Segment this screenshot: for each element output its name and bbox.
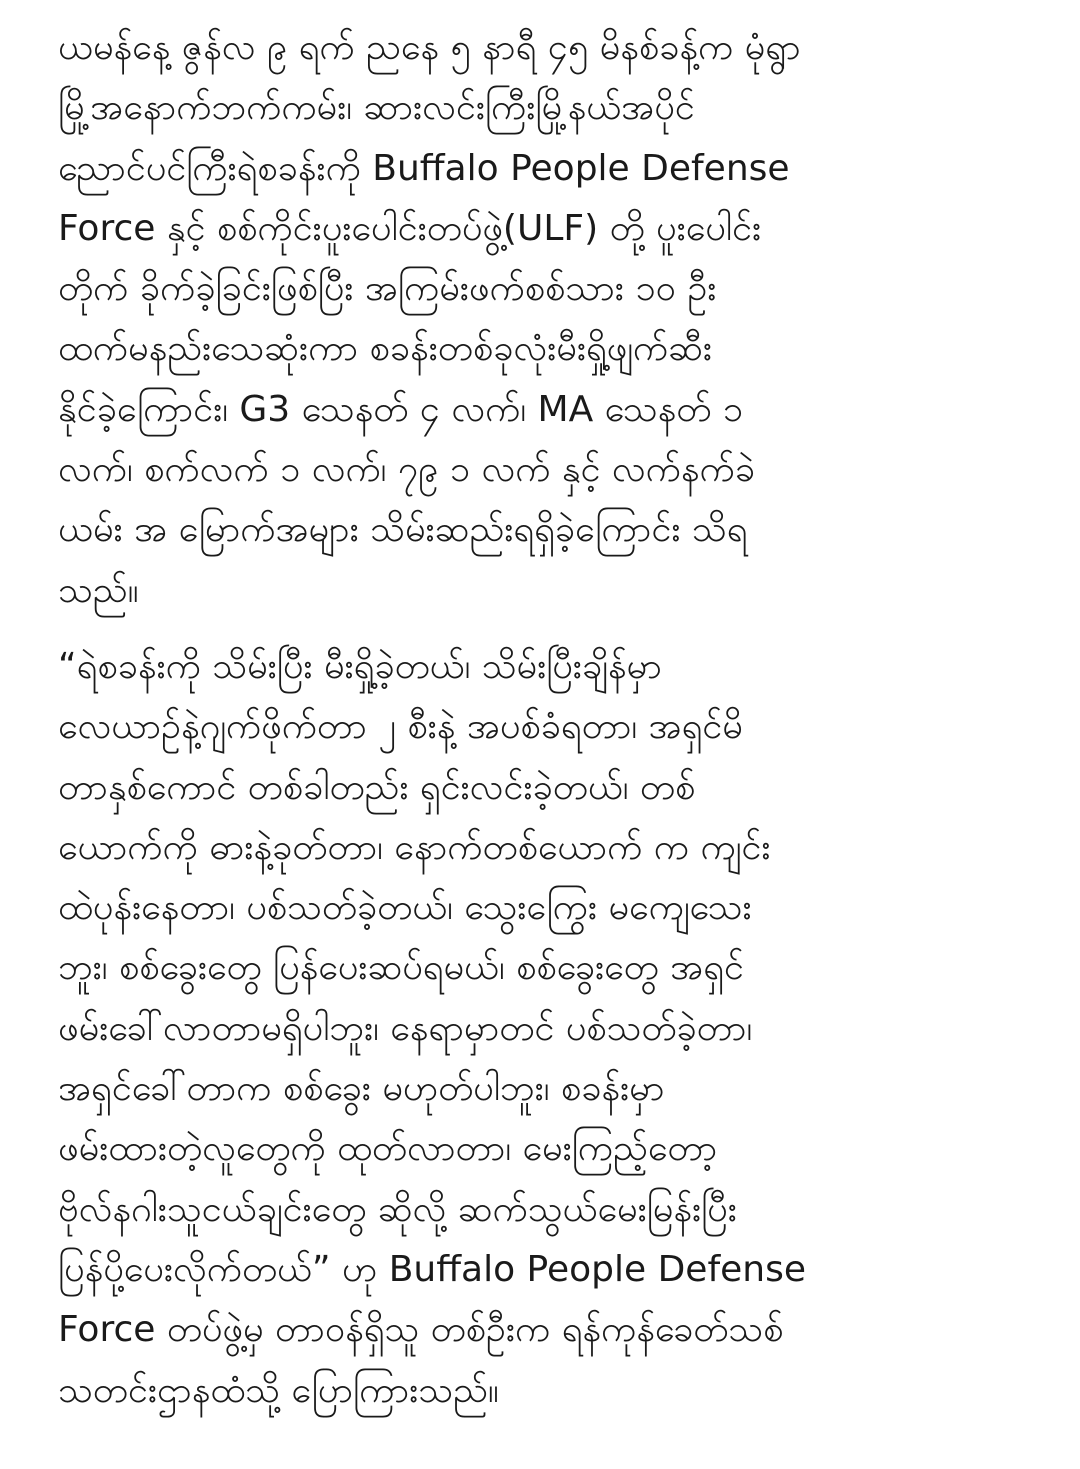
text-line: ဖမ်းထားတဲ့လူတွေကို ထုတ်လာတာ၊ မေးကြည့်တော့ — [58, 1128, 718, 1170]
text-line: ယမန်နေ့ ဇွန်လ ၉ ရက် ညနေ ၅ နာရီ ၄၅ မိနစ်ခန့်က မုံရွာ — [58, 27, 801, 68]
text-line: သည်။ — [58, 569, 139, 611]
paragraph-report — [58, 18, 1048, 621]
text-line: ဖမ်းခေါ်လာတာမရှိပါဘူး၊ နေရာမှာတင် ပစ်သတ်ခဲ့တာ၊ — [58, 1007, 753, 1049]
text-line: အရှင်ခေါ်တာက စစ်ခွေး မဟုတ်ပါဘူး၊ စခန်းမှာ — [58, 1068, 665, 1110]
text-line: ဗိုလ်နဂါးသူငယ်ချင်းတွေ ဆိုလို့ ဆက်သွယ်မေးမြန်းပြီး — [58, 1188, 737, 1230]
text-line: ထက်မနည်းသေဆုံးကာ စခန်းတစ်ခုလုံးမီးရှို့ဖျက်ဆီး — [58, 328, 713, 370]
text-line: လေယာဉ်နဲ့ဂျက်ဖိုက်တာ ၂ စီးနဲ့ အပစ်ခံရတာ၊ အရှင်မိ — [58, 706, 743, 748]
text-line: ပြန်ပို့ပေးလိုက်တယ်” ဟု Buffalo People Defense — [58, 1248, 807, 1290]
text-line: ယမ်း အ မြောက်အများ သိမ်းဆည်းရရှိခဲ့ကြောင်း သိရ — [58, 509, 748, 551]
article-body — [58, 18, 1048, 1421]
text-line: ဘူး၊ စစ်ခွေးတွေ ပြန်ပေးဆပ်ရမယ်၊ စစ်ခွေးတွေ အရှင် — [58, 947, 744, 989]
text-line: ထဲပုန်းနေတာ၊ ပစ်သတ်ခဲ့တယ်၊ သွေးကြွေး မကျေသေး — [58, 887, 752, 929]
text-line: ညောင်ပင်ကြီးရဲစခန်းကို Buffalo People Defense — [58, 147, 790, 189]
text-line: နိုင်ခဲ့ကြောင်း၊ G3 သေနတ် ၄ လက်၊ MA သေနတ် ၁ — [58, 388, 743, 430]
text-line: တာနှစ်ကောင် တစ်ခါတည်း ရှင်းလင်းခဲ့တယ်၊ တစ် — [58, 766, 696, 808]
text-line: သတင်းဌာနထံသို့ ပြောကြားသည်။ — [58, 1369, 499, 1411]
text-line: တိုက် ခိုက်ခဲ့ခြင်းဖြစ်ပြီး အကြမ်းဖက်စစ်သား ၁၀ ဦး — [58, 268, 717, 310]
text-line: Force နှင့် စစ်ကိုင်းပူးပေါင်းတပ်ဖွဲ့(ULF) တို့ ပူးပေါင်း — [58, 207, 762, 249]
text-line: “ရဲစခန်းကို သိမ်းပြီး မီးရှို့ခဲ့တယ်၊ သိမ်းပြီးချိန်မှာ — [58, 645, 662, 687]
text-line: Force တပ်ဖွဲ့မှ တာဝန်ရှိသူ တစ်ဦးက ရန်ကုန်ခေတ်သစ် — [58, 1309, 784, 1351]
text-line: မြို့အနောက်ဘက်ကမ်း၊ ဆားလင်းကြီးမြို့နယ်အပိုင် — [58, 87, 695, 129]
text-line: ယောက်ကို ဓားနဲ့ခုတ်တာ၊ နောက်တစ်ယောက် က ကျင်း — [58, 826, 771, 868]
paragraph-quote — [58, 637, 1048, 1421]
text-line: လက်၊ စက်လက် ၁ လက်၊ ၇၉ ၁ လက် နှင့် လက်နက်ခဲ — [58, 449, 755, 491]
